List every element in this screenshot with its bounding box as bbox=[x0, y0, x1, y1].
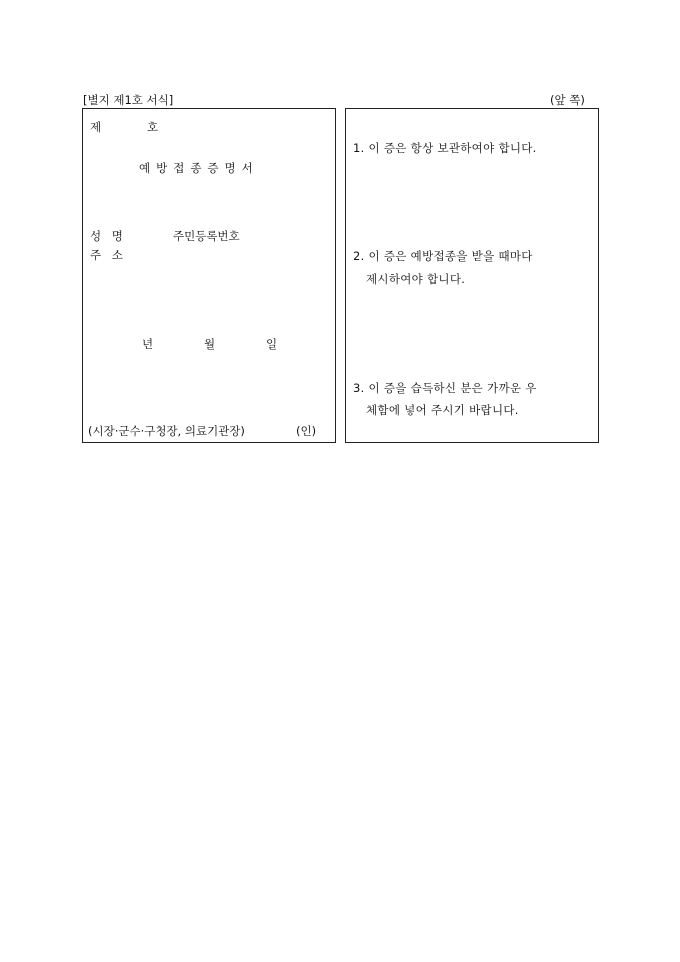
note-line: 2. 이 증은 예방접종을 받을 때마다 bbox=[353, 249, 533, 263]
seal-label: (인) bbox=[296, 424, 317, 438]
name-label: 성 명 bbox=[90, 229, 124, 243]
address-label: 주 소 bbox=[90, 248, 124, 262]
form-label: [별지 제1호 서식] bbox=[83, 93, 174, 107]
note-line: 3. 이 증을 습득하신 분은 가까운 우 bbox=[353, 381, 537, 395]
date-day: 일 bbox=[266, 337, 278, 351]
note-line: 제시하여야 합니다. bbox=[366, 272, 466, 286]
date-year: 년 bbox=[142, 337, 154, 351]
notes-panel bbox=[345, 108, 599, 443]
resident-number-label: 주민등록번호 bbox=[173, 229, 240, 243]
date-month: 월 bbox=[204, 337, 216, 351]
number-suffix: 호 bbox=[147, 120, 159, 134]
note-line: 체함에 넣어 주시기 바랍니다. bbox=[366, 403, 519, 417]
issuer-label: (시장·군수·구청장, 의료기관장) bbox=[88, 424, 245, 438]
certificate-panel bbox=[82, 108, 336, 443]
page-side-label: (앞 쪽) bbox=[550, 93, 585, 107]
note-line: 1. 이 증은 항상 보관하여야 합니다. bbox=[353, 141, 537, 155]
certificate-title: 예방접종증명서 bbox=[139, 161, 259, 175]
number-label: 제 bbox=[90, 120, 102, 134]
